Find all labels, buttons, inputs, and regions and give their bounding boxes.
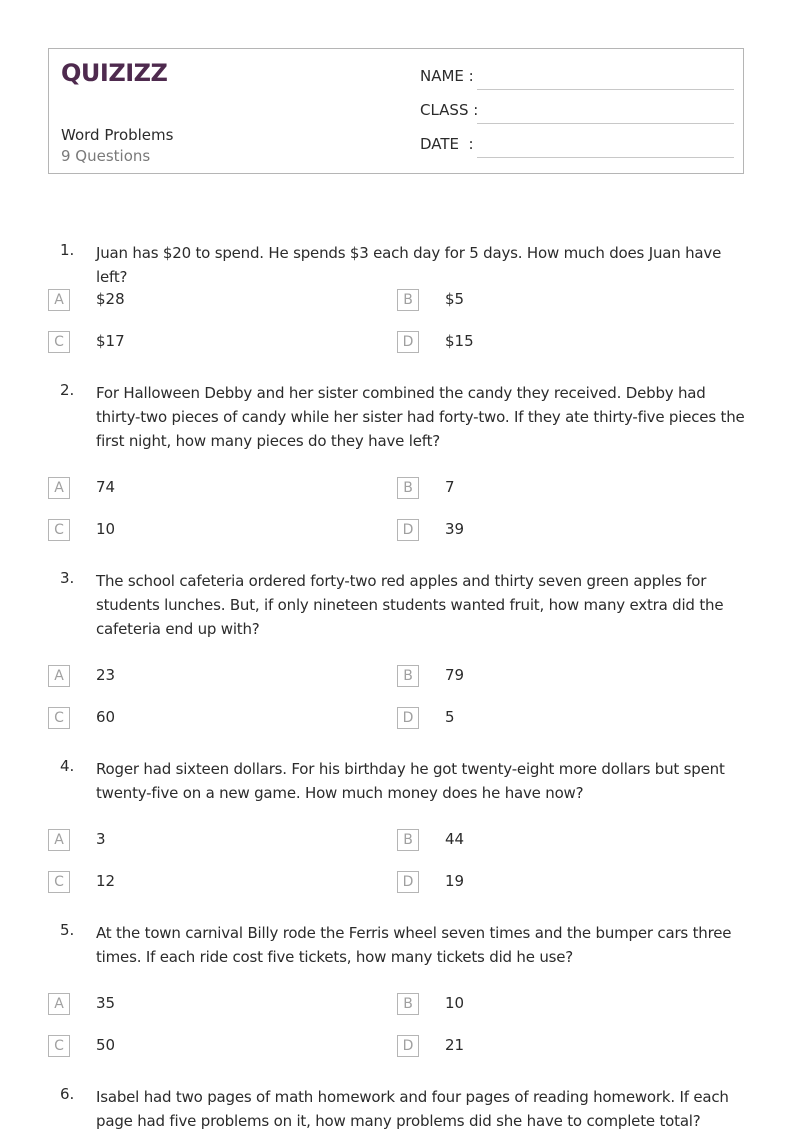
quizizz-logo: QUIZIZZ bbox=[61, 59, 168, 87]
option-d bbox=[397, 871, 697, 895]
option-letter: B bbox=[397, 289, 419, 311]
date-line bbox=[477, 157, 734, 158]
option-letter: A bbox=[48, 829, 70, 851]
option-text: 10 bbox=[96, 520, 116, 538]
question-text: At the town carnival Billy rode the Ferris wheel seven times and the bumper cars three times. If each ride cost five tickets, how many tickets did he use? bbox=[96, 924, 732, 966]
option-a bbox=[48, 289, 348, 313]
option-a bbox=[48, 993, 348, 1017]
option-text: $17 bbox=[96, 332, 125, 350]
option-text: $5 bbox=[445, 290, 465, 308]
option-letter: D bbox=[397, 1035, 419, 1057]
option-letter: A bbox=[48, 477, 70, 499]
option-text: 5 bbox=[445, 708, 455, 726]
option-d bbox=[397, 707, 697, 731]
class-label: CLASS : bbox=[420, 101, 479, 119]
option-letter: D bbox=[397, 707, 419, 729]
question-text: For Halloween Debby and her sister combined the candy they received. Debby had thirty-two pieces of candy while her sister had forty-two. If they ate thirty-five pieces the first night, how many pieces do they have left? bbox=[96, 384, 745, 450]
question-number: 4. bbox=[60, 757, 75, 775]
option-letter: D bbox=[397, 331, 419, 353]
option-letter: C bbox=[48, 871, 70, 893]
option-b bbox=[397, 477, 697, 501]
option-c bbox=[48, 871, 348, 895]
option-text: 50 bbox=[96, 1036, 116, 1054]
option-letter: B bbox=[397, 829, 419, 851]
option-text: 19 bbox=[445, 872, 465, 890]
option-b bbox=[397, 289, 697, 313]
option-c bbox=[48, 707, 348, 731]
option-c bbox=[48, 1035, 348, 1059]
option-b bbox=[397, 993, 697, 1017]
option-a bbox=[48, 829, 348, 853]
option-text: 3 bbox=[96, 830, 106, 848]
option-d bbox=[397, 331, 697, 355]
option-letter: A bbox=[48, 993, 70, 1015]
option-text: 21 bbox=[445, 1036, 465, 1054]
name-line bbox=[477, 89, 734, 90]
class-line bbox=[477, 123, 734, 124]
question-count: 9 Questions bbox=[61, 147, 151, 165]
option-letter: A bbox=[48, 665, 70, 687]
name-field bbox=[420, 67, 734, 91]
option-letter: B bbox=[397, 665, 419, 687]
option-letter: C bbox=[48, 519, 70, 541]
option-d bbox=[397, 1035, 697, 1059]
option-text: 23 bbox=[96, 666, 116, 684]
option-letter: A bbox=[48, 289, 70, 311]
option-c bbox=[48, 331, 348, 355]
question-number: 3. bbox=[60, 569, 75, 587]
option-text: $15 bbox=[445, 332, 474, 350]
date-field bbox=[420, 135, 734, 159]
option-b bbox=[397, 829, 697, 853]
question-number: 1. bbox=[60, 241, 75, 259]
option-text: 44 bbox=[445, 830, 465, 848]
class-field bbox=[420, 101, 734, 125]
question-number: 5. bbox=[60, 921, 75, 939]
worksheet-title: Word Problems bbox=[61, 126, 174, 144]
option-text: 10 bbox=[445, 994, 465, 1012]
name-label: NAME : bbox=[420, 67, 474, 85]
question-text: Isabel had two pages of math homework and four pages of reading homework. If each page had five problems on it, how many problems did she have to complete total? bbox=[96, 1088, 729, 1130]
option-text: 35 bbox=[96, 994, 116, 1012]
question-text: Juan has $20 to spend. He spends $3 each day for 5 days. How much does Juan have left? bbox=[96, 244, 722, 286]
option-text: 39 bbox=[445, 520, 465, 538]
option-c bbox=[48, 519, 348, 543]
option-text: 12 bbox=[96, 872, 116, 890]
question-text: Roger had sixteen dollars. For his birthday he got twenty-eight more dollars but spent twenty-five on a new game. How much money does he have now? bbox=[96, 760, 725, 802]
question-number: 6. bbox=[60, 1085, 75, 1103]
option-a bbox=[48, 477, 348, 501]
option-letter: C bbox=[48, 1035, 70, 1057]
question-text: The school cafeteria ordered forty-two red apples and thirty seven green apples for students lunches. But, if only nineteen students wanted fruit, how many extra did the cafeteria end up with? bbox=[96, 572, 724, 638]
option-letter: C bbox=[48, 331, 70, 353]
option-letter: B bbox=[397, 477, 419, 499]
option-text: 60 bbox=[96, 708, 116, 726]
option-text: 7 bbox=[445, 478, 455, 496]
option-letter: C bbox=[48, 707, 70, 729]
option-text: 79 bbox=[445, 666, 465, 684]
option-b bbox=[397, 665, 697, 689]
option-d bbox=[397, 519, 697, 543]
date-label: DATE : bbox=[420, 135, 474, 153]
worksheet-header bbox=[48, 48, 744, 174]
question-number: 2. bbox=[60, 381, 75, 399]
option-text: $28 bbox=[96, 290, 125, 308]
option-a bbox=[48, 665, 348, 689]
option-letter: D bbox=[397, 519, 419, 541]
option-text: 74 bbox=[96, 478, 116, 496]
option-letter: D bbox=[397, 871, 419, 893]
option-letter: B bbox=[397, 993, 419, 1015]
